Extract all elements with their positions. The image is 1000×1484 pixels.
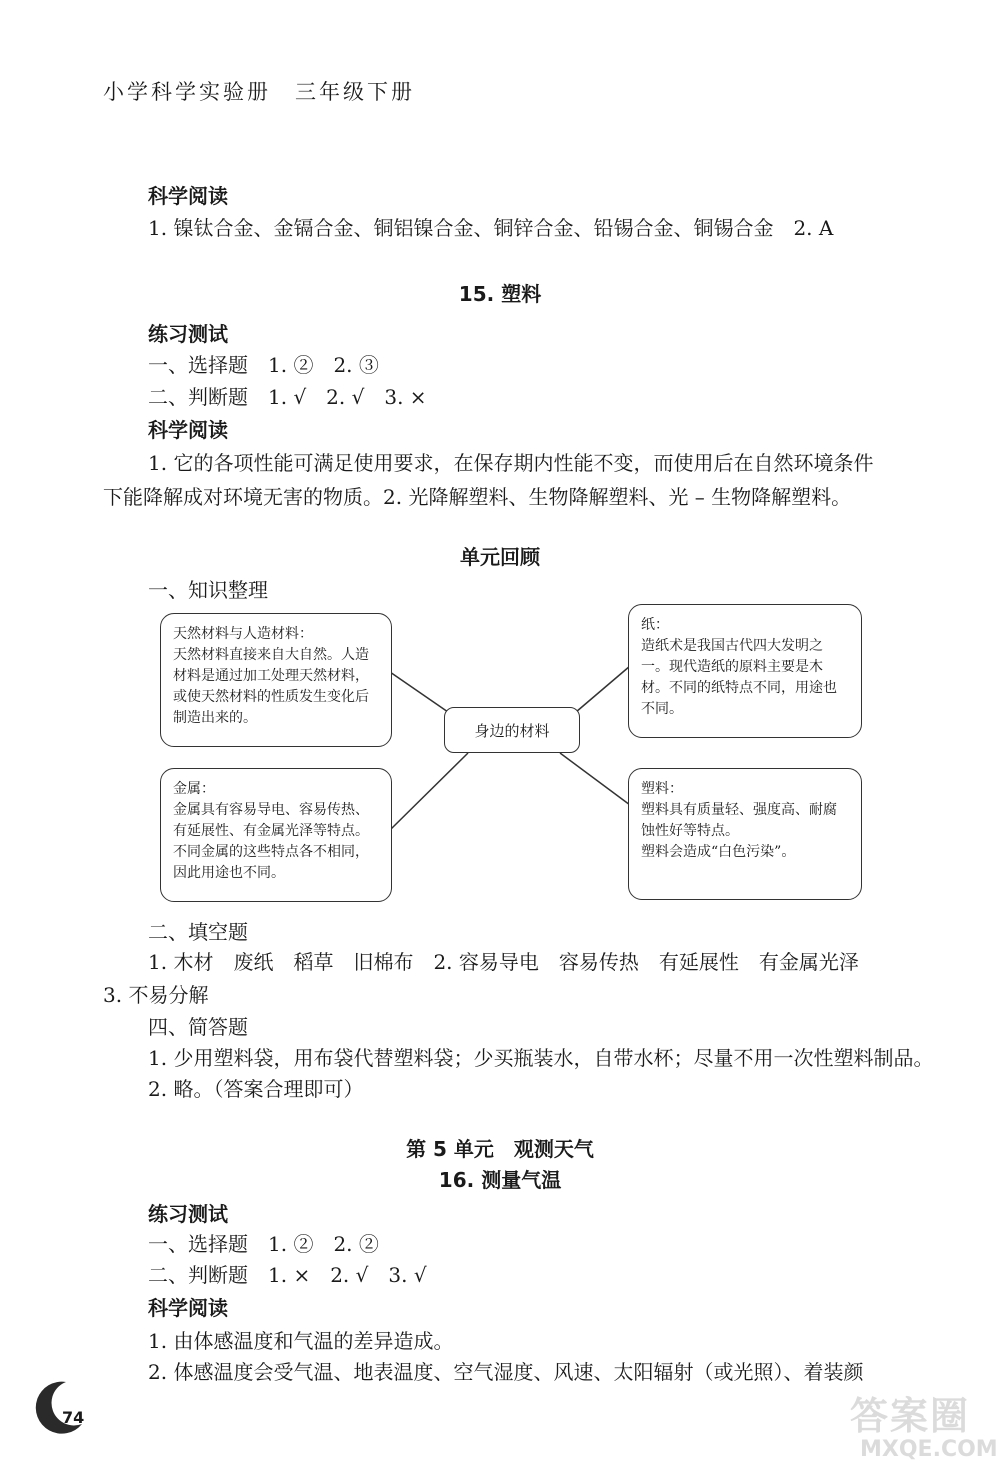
mindmap-center: 身边的材料 bbox=[444, 707, 580, 753]
lesson-title: 16. 测量气温 bbox=[438, 1168, 562, 1192]
reading-answer-line: 2. 体感温度会受气温、地表温度、空气湿度、风速、太阳辐射（或光照）、着装颜 bbox=[148, 1360, 864, 1384]
short-answer-heading: 四、简答题 bbox=[148, 1015, 248, 1039]
fill-heading: 二、填空题 bbox=[148, 920, 248, 944]
short-answer-line: 2. 略。（答案合理即可） bbox=[148, 1077, 364, 1101]
reading-heading: 科学阅读 bbox=[148, 184, 228, 208]
watermark-text: 答案圈 bbox=[850, 1394, 971, 1438]
choice-answers: 一、选择题 1. ② 2. ③ bbox=[148, 353, 379, 377]
knowledge-heading: 一、知识整理 bbox=[148, 578, 268, 602]
mindmap-box-plastic: 塑料： 塑料具有质量轻、强度高、耐腐蚀性好等特点。 塑料会造成“白色污染”。 bbox=[628, 768, 862, 900]
watermark-url: MXQE.COM bbox=[860, 1437, 998, 1462]
mindmap-box-paper: 纸： 造纸术是我国古代四大发明之一。现代造纸的原料主要是木材。不同的纸特点不同，用途也不同。 bbox=[628, 604, 862, 738]
practice-heading: 练习测试 bbox=[148, 1202, 228, 1226]
lesson-title: 15. 塑料 bbox=[458, 282, 542, 306]
unit-title: 第 5 单元 观测天气 bbox=[406, 1137, 594, 1161]
page-number: 74 bbox=[62, 1408, 85, 1427]
mindmap-box-natural-materials: 天然材料与人造材料： 天然材料直接来自大自然。人造材料是通过加工处理天然材料，或使天然材料的性质发生变化后制造出来的。 bbox=[160, 613, 392, 747]
choice-answers: 一、选择题 1. ② 2. ② bbox=[148, 1232, 379, 1256]
review-title: 单元回顾 bbox=[460, 545, 540, 569]
fill-answers-cont: 3. 不易分解 bbox=[103, 983, 209, 1007]
reading-heading: 科学阅读 bbox=[148, 418, 228, 442]
short-answer-line: 1. 少用塑料袋，用布袋代替塑料袋；少买瓶装水，自带水杯；尽量不用一次性塑料制品。 bbox=[148, 1046, 934, 1070]
watermark-logo bbox=[840, 1385, 998, 1475]
practice-heading: 练习测试 bbox=[148, 322, 228, 346]
fill-answers: 1. 木材 废纸 稻草 旧棉布 2. 容易导电 容易传热 有延展性 有金属光泽 bbox=[148, 950, 859, 974]
judge-answers: 二、判断题 1. × 2. √ 3. √ bbox=[148, 1263, 427, 1287]
judge-answers: 二、判断题 1. √ 2. √ 3. × bbox=[148, 385, 427, 409]
reading-answer-line: 1. 它的各项性能可满足使用要求，在保存期内性能不变，而使用后在自然环境条件 bbox=[148, 451, 874, 475]
reading-heading: 科学阅读 bbox=[148, 1296, 228, 1320]
reading-answer: 1. 镍钛合金、金镉合金、铜铝镍合金、铜锌合金、铅锡合金、铜锡合金 2. A bbox=[148, 216, 834, 240]
reading-answer-line: 1. 由体感温度和气温的差异造成。 bbox=[148, 1329, 454, 1353]
running-header: 小学科学实验册 三年级下册 bbox=[103, 80, 415, 104]
mindmap-box-metal: 金属： 金属具有容易导电、容易传热、有延展性、有金属光泽等特点。不同金属的这些特点各不相同，因此用途也不同。 bbox=[160, 768, 392, 902]
page-number-badge bbox=[32, 1378, 88, 1434]
reading-answer-line: 下能降解成对环境无害的物质。2. 光降解塑料、生物降解塑料、光 – 生物降解塑料。 bbox=[103, 485, 852, 509]
